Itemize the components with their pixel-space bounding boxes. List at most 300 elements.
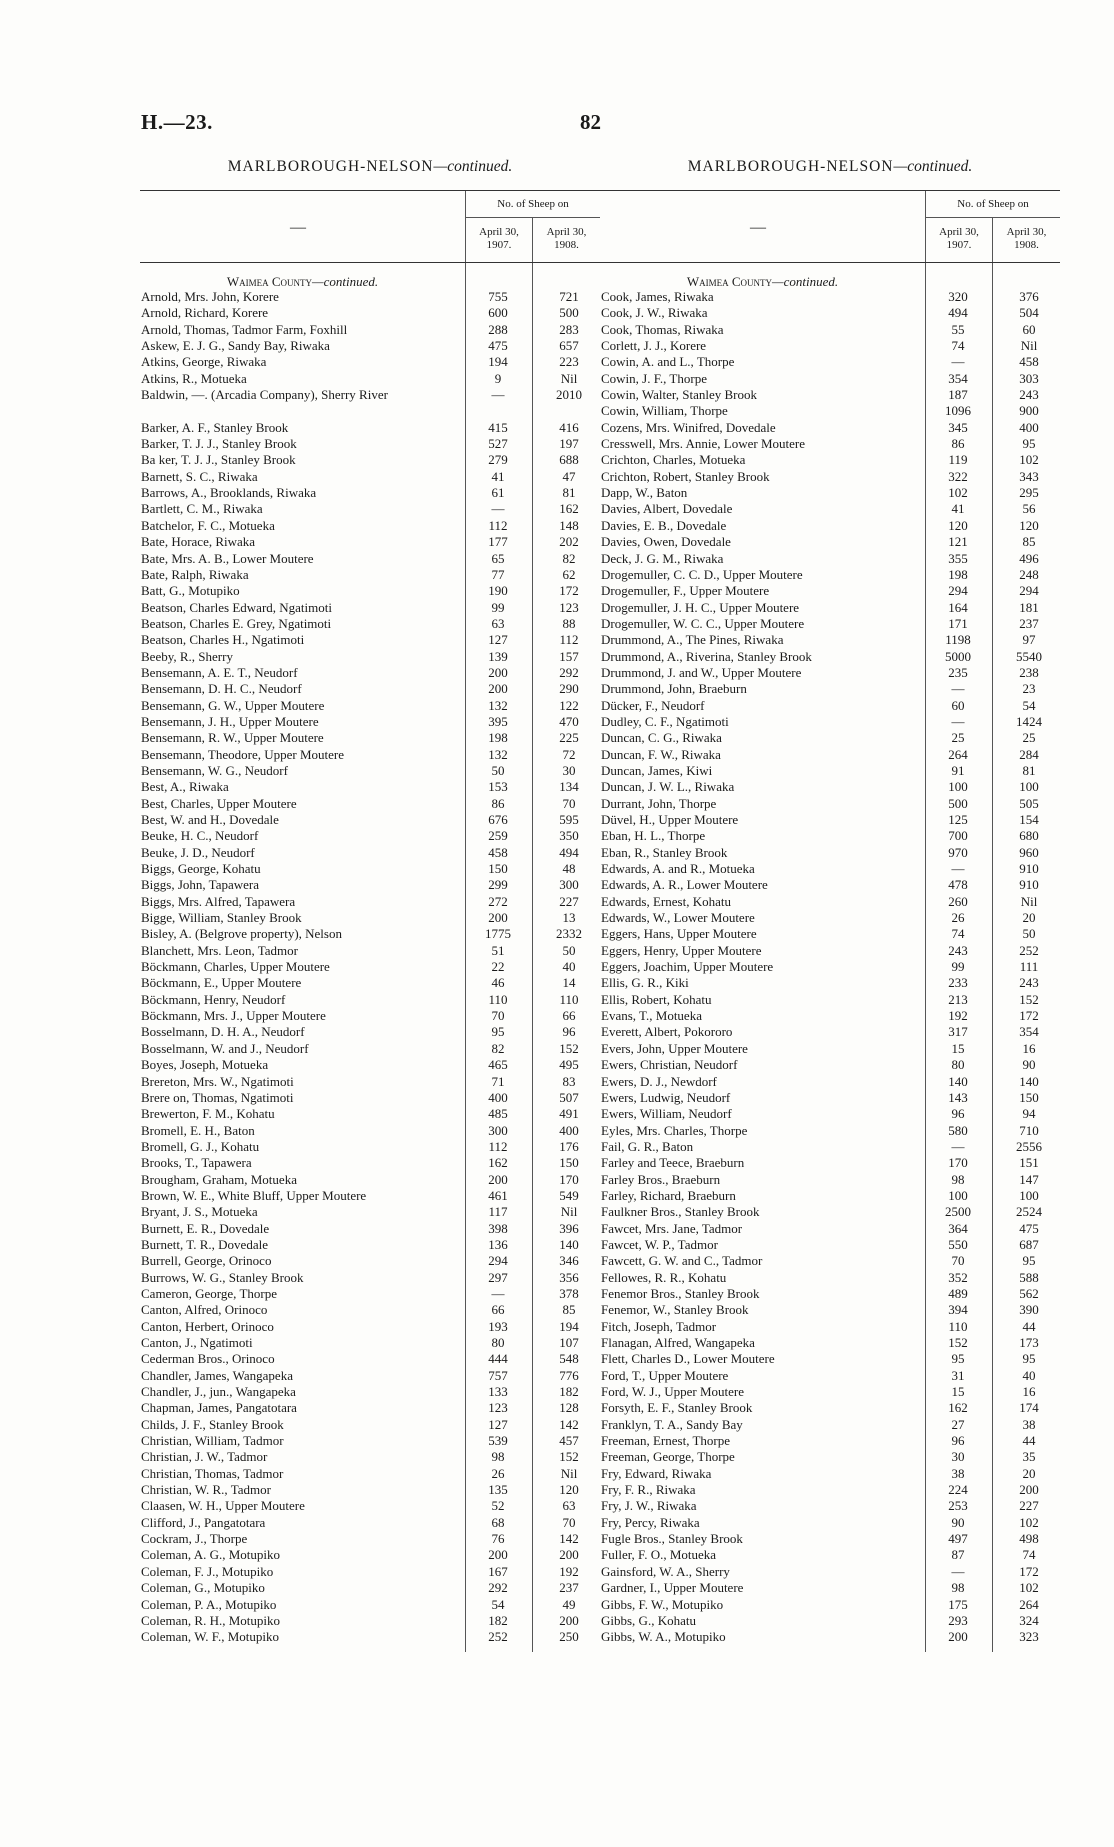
sheep-1907-cell: 91 — [951, 762, 965, 778]
table-row — [600, 1400, 1060, 1416]
sheep-1907-cell: 71 — [491, 1073, 505, 1089]
table-row — [140, 469, 600, 485]
sheep-1908-cell: 63 — [562, 1498, 576, 1514]
sheep-1908-cell: 96 — [562, 1024, 576, 1040]
table-row — [140, 828, 600, 844]
county-suffix: —continued. — [312, 274, 379, 289]
sheep-1907-cell: 259 — [488, 828, 508, 844]
owner-name-cell: Crichton, Robert, Stanley Brook — [601, 468, 770, 484]
sheep-1907-cell: 970 — [948, 844, 968, 860]
table-row — [140, 1237, 600, 1253]
sheep-1907-cell: 279 — [488, 452, 508, 468]
sheep-1907-cell: 27 — [951, 1416, 965, 1432]
owner-name-cell: Brereton, Mrs. W., Ngatimoti — [141, 1073, 294, 1089]
table-row — [140, 779, 600, 795]
sheep-1907-cell: 539 — [488, 1433, 508, 1449]
table-row — [140, 1580, 600, 1596]
sheep-1908-cell: 111 — [1019, 959, 1039, 975]
table-row — [600, 567, 1060, 583]
owner-name-cell: Ford, W. J., Upper Moutere — [601, 1384, 744, 1400]
sheep-1907-cell: 198 — [948, 566, 968, 582]
table-row — [140, 1482, 600, 1498]
sheep-1908-cell: 197 — [559, 436, 579, 452]
sheep-1908-cell: 16 — [1022, 1040, 1036, 1056]
table-row — [140, 1417, 600, 1433]
owner-name-cell: Edwards, Ernest, Kohatu — [601, 893, 731, 909]
table-row — [140, 812, 600, 828]
sheep-1907-cell: 550 — [948, 1236, 968, 1252]
sheep-1908-cell: 62 — [562, 566, 576, 582]
sheep-1907-cell: 187 — [948, 387, 968, 403]
table-row — [140, 1368, 600, 1384]
sheep-1907-cell: 757 — [488, 1367, 508, 1383]
county-subheading — [140, 274, 600, 289]
county-subheading — [600, 274, 1060, 289]
owner-name-cell: Gibbs, G., Kohatu — [601, 1612, 696, 1628]
table-row — [600, 1433, 1060, 1449]
sheep-1908-cell: 300 — [559, 877, 579, 893]
table-row — [600, 959, 1060, 975]
sheep-1908-cell: 549 — [559, 1187, 579, 1203]
sheep-1908-cell: 181 — [1019, 599, 1039, 615]
sheep-1907-cell: 294 — [488, 1253, 508, 1269]
sheep-1907-cell: 110 — [948, 1318, 968, 1334]
sheep-1907-cell: 150 — [488, 861, 508, 877]
table-row — [600, 1155, 1060, 1171]
owner-name-cell: Baldwin, —. (Arcadia Company), Sherry River — [141, 387, 388, 403]
sheep-1907-cell: 99 — [491, 599, 505, 615]
sheep-1908-cell: 710 — [1019, 1122, 1039, 1138]
table-row — [140, 1547, 600, 1563]
table-row — [600, 1368, 1060, 1384]
table-row — [600, 1090, 1060, 1106]
table-row — [600, 1172, 1060, 1188]
sheep-1908-cell: 102 — [1019, 452, 1039, 468]
table-row — [600, 501, 1060, 517]
table-row — [140, 600, 600, 616]
sheep-1907-cell: 2500 — [945, 1204, 971, 1220]
sheep-1907-cell: 200 — [488, 1547, 508, 1563]
owner-name-cell: Durrant, John, Thorpe — [601, 795, 717, 811]
sheep-1908-cell: 378 — [559, 1285, 579, 1301]
owner-name-cell: Fawcett, G. W. and C., Tadmor — [601, 1253, 763, 1269]
sheep-1908-cell: 910 — [1019, 861, 1039, 877]
table-row — [140, 1221, 600, 1237]
table-row — [140, 943, 600, 959]
sheep-1907-cell: 152 — [948, 1335, 968, 1350]
table-row — [140, 714, 600, 730]
owner-name-cell: Evers, John, Upper Moutere — [601, 1040, 748, 1056]
owner-name-cell: Eggers, Joachim, Upper Moutere — [601, 959, 774, 975]
table-row — [140, 992, 600, 1008]
table-row — [140, 926, 600, 942]
owner-name-cell: Arnold, Richard, Korere — [141, 305, 269, 321]
april-1907-header: April 30, 1907. — [465, 217, 532, 262]
sheep-1908-cell: 140 — [559, 1236, 579, 1252]
sheep-1908-cell: 303 — [1019, 370, 1039, 386]
sheep-1907-cell: 700 — [948, 828, 968, 844]
name-column-header: — — [750, 219, 766, 236]
sheep-1908-cell: 123 — [559, 599, 579, 615]
sheep-1907-cell: 171 — [948, 615, 968, 631]
table-header — [600, 191, 1060, 263]
sheep-1908-cell: 140 — [1019, 1073, 1039, 1089]
table-header — [140, 191, 600, 263]
owner-name-cell: Fry, J. W., Riwaka — [601, 1498, 697, 1514]
table-row — [140, 1564, 600, 1580]
sheep-1908-cell: 122 — [559, 697, 579, 713]
table-row — [600, 665, 1060, 681]
sheep-1907-cell: 224 — [948, 1482, 968, 1498]
sheep-1908-cell: 148 — [559, 517, 579, 533]
sheep-1907-cell: 31 — [951, 1367, 965, 1383]
table-row — [140, 1270, 600, 1286]
owner-name-cell: Biggs, Mrs. Alfred, Tapawera — [141, 893, 296, 909]
owner-name-cell: Böckmann, Mrs. J., Upper Moutere — [141, 1008, 326, 1024]
owner-name-cell: Claasen, W. H., Upper Moutere — [141, 1498, 305, 1514]
sheep-1907-cell: 98 — [951, 1171, 965, 1187]
owner-name-cell: Drummond, J. and W., Upper Moutere — [601, 664, 802, 680]
owner-name-cell: Freeman, Ernest, Thorpe — [601, 1433, 730, 1449]
owner-name-cell: Batchelor, F. C., Motueka — [141, 517, 275, 533]
sheep-1908-cell: 157 — [559, 648, 579, 664]
sheep-1907-cell: 162 — [488, 1155, 508, 1171]
table-body — [140, 263, 600, 1652]
owner-name-cell: Ewers, William, Neudorf — [601, 1106, 732, 1122]
table-row — [600, 1106, 1060, 1122]
sheep-1907-cell: 52 — [491, 1498, 505, 1514]
sheep-1907-cell: 1198 — [945, 632, 971, 648]
sheep-1908-cell: 350 — [559, 828, 579, 844]
owner-name-cell: Barker, T. J. J., Stanley Brook — [141, 436, 297, 452]
owner-name-cell: Bate, Mrs. A. B., Lower Moutere — [141, 550, 314, 566]
sheep-1907-cell: 80 — [491, 1335, 505, 1350]
sheep-1907-cell: 139 — [488, 648, 508, 664]
sheep-1908-cell: 284 — [1019, 746, 1039, 762]
owner-name-cell: Farley and Teece, Braeburn — [601, 1155, 745, 1171]
owner-name-cell: Brooks, T., Tapawera — [141, 1155, 252, 1171]
table-row — [140, 1384, 600, 1400]
sheep-1907-cell: 461 — [488, 1187, 508, 1203]
table-row — [140, 1498, 600, 1514]
sheep-1907-cell: 478 — [948, 877, 968, 893]
table-row — [600, 1286, 1060, 1302]
sheep-1907-cell: 458 — [488, 844, 508, 860]
page-number: 82 — [580, 110, 601, 134]
owner-name-cell: Beatson, Charles E. Grey, Ngatimoti — [141, 615, 332, 631]
sheep-1907-cell: 26 — [491, 1465, 505, 1481]
sheep-1908-cell: 687 — [1019, 1236, 1039, 1252]
owner-name-cell: Coleman, W. F., Motupiko — [141, 1629, 279, 1645]
sheep-1908-cell: 396 — [559, 1220, 579, 1236]
sheep-1908-cell: 960 — [1019, 844, 1039, 860]
sheep-1907-cell: 98 — [491, 1449, 505, 1465]
owner-name-cell: Best, Charles, Upper Moutere — [141, 795, 297, 811]
sheep-1907-cell: 100 — [948, 1187, 968, 1203]
table-row — [140, 1466, 600, 1482]
table-row — [140, 1515, 600, 1531]
owner-name-cell: Ellis, G. R., Kiki — [601, 975, 689, 991]
table-row — [140, 354, 600, 370]
sheep-1907-cell: 1096 — [945, 403, 971, 419]
sheep-1908-cell: 243 — [1019, 387, 1039, 403]
sheep-1908-cell: 494 — [559, 844, 579, 860]
sheep-1907-cell: 395 — [488, 713, 508, 729]
sheep-1907-cell: — — [951, 713, 965, 729]
april-1908-header: April 30, 1908. — [992, 217, 1060, 262]
sheep-1907-cell: 127 — [488, 632, 508, 648]
owner-name-cell: Corlett, J. J., Korere — [601, 338, 707, 354]
owner-name-cell: Brougham, Graham, Motueka — [141, 1171, 297, 1187]
owner-name-cell: Gibbs, F. W., Motupiko — [601, 1596, 724, 1612]
table-row — [140, 1531, 600, 1547]
sheep-1907-cell: 25 — [951, 730, 965, 746]
owner-name-cell: Davies, Albert, Dovedale — [601, 501, 733, 517]
owner-name-cell: Coleman, A. G., Motupiko — [141, 1547, 281, 1563]
owner-name-cell: Dudley, C. F., Ngatimoti — [601, 713, 729, 729]
table-row — [600, 1417, 1060, 1433]
owner-name-cell: Fuller, F. O., Motueka — [601, 1547, 717, 1563]
sheep-1907-cell: 136 — [488, 1236, 508, 1252]
owner-name-cell: Atkins, George, Riwaka — [141, 354, 267, 370]
table-row — [600, 632, 1060, 648]
sheep-1908-cell: 688 — [559, 452, 579, 468]
table-row — [140, 1302, 600, 1318]
sheep-count-group-header: No. of Sheep on — [925, 191, 1060, 218]
sheep-1907-cell: 127 — [488, 1416, 508, 1432]
table-row — [140, 1155, 600, 1171]
sheep-1907-cell: 86 — [951, 436, 965, 452]
owner-name-cell: Crichton, Charles, Motueka — [601, 452, 746, 468]
table-row — [600, 1629, 1060, 1645]
sheep-1907-cell: 96 — [951, 1106, 965, 1122]
owner-name-cell: Farley Bros., Braeburn — [601, 1171, 721, 1187]
sheep-1908-cell: 88 — [562, 615, 576, 631]
table-row — [140, 583, 600, 599]
sheep-1907-cell: 66 — [491, 1302, 505, 1318]
owner-name-cell: Canton, Alfred, Orinoco — [141, 1302, 268, 1318]
table-row — [600, 616, 1060, 632]
sheep-1907-cell: 15 — [951, 1384, 965, 1400]
sheep-1907-cell: 99 — [951, 959, 965, 975]
sheep-1908-cell: 95 — [1022, 1351, 1036, 1367]
table-row — [600, 1482, 1060, 1498]
owner-name-cell: Gibbs, W. A., Motupiko — [601, 1629, 726, 1645]
sheep-1908-cell: 162 — [559, 501, 579, 517]
owner-name-cell: Dapp, W., Baton — [601, 485, 688, 501]
table-row — [140, 452, 600, 468]
table-row — [600, 583, 1060, 599]
sheep-1907-cell: 198 — [488, 730, 508, 746]
sheep-1907-cell: 354 — [948, 370, 968, 386]
table-row — [140, 567, 600, 583]
sheep-1908-cell: 194 — [559, 1318, 579, 1334]
sheep-1907-cell: 213 — [948, 991, 968, 1007]
table-row — [600, 436, 1060, 452]
owner-name-cell: Cowin, William, Thorpe — [601, 403, 728, 419]
sheep-1908-cell: 496 — [1019, 550, 1039, 566]
owner-name-cell: Bensemann, J. H., Upper Moutere — [141, 713, 319, 729]
table-row — [600, 992, 1060, 1008]
table-row — [600, 1139, 1060, 1155]
sheep-1908-cell: 85 — [1022, 534, 1036, 550]
sheep-1908-cell: 60 — [1022, 321, 1036, 337]
owner-name-cell: Franklyn, T. A., Sandy Bay — [601, 1416, 743, 1432]
owner-name-cell: Beatson, Charles H., Ngatimoti — [141, 632, 305, 648]
sheep-1908-cell: 248 — [1019, 566, 1039, 582]
sheep-1908-cell: 680 — [1019, 828, 1039, 844]
table-row — [600, 1564, 1060, 1580]
sheep-1908-cell: 491 — [559, 1106, 579, 1122]
owner-name-cell: Duncan, F. W., Riwaka — [601, 746, 721, 762]
sheep-1907-cell: 68 — [491, 1514, 505, 1530]
sheep-1907-cell: 87 — [951, 1547, 965, 1563]
owner-name-cell: Fry, F. R., Riwaka — [601, 1482, 696, 1498]
april-1908-header: April 30, 1908. — [532, 217, 600, 262]
sheep-1908-cell: 25 — [1022, 730, 1036, 746]
sheep-1908-cell: 225 — [559, 730, 579, 746]
county-name: Waimea County — [686, 274, 773, 289]
sheep-1908-cell: 72 — [562, 746, 576, 762]
sheep-1907-cell: 494 — [948, 305, 968, 321]
sheep-1907-cell: — — [491, 501, 505, 517]
sheep-1907-cell: 200 — [488, 681, 508, 697]
sheep-1907-cell: 317 — [948, 1024, 968, 1040]
sheep-1908-cell: 588 — [1019, 1269, 1039, 1285]
sheep-1908-cell: 343 — [1019, 468, 1039, 484]
table-row — [600, 289, 1060, 305]
table-row — [140, 1074, 600, 1090]
sheep-1907-cell: 193 — [488, 1318, 508, 1334]
owner-name-cell: Bensemann, A. E. T., Neudorf — [141, 664, 298, 680]
sheep-1908-cell: 562 — [1019, 1285, 1039, 1301]
owner-name-cell: Böckmann, E., Upper Moutere — [141, 975, 302, 991]
table-row — [140, 959, 600, 975]
sheep-1907-cell: 755 — [488, 289, 508, 304]
sheep-1907-cell: 489 — [948, 1285, 968, 1301]
owner-name-cell: Barnett, S. C., Riwaka — [141, 468, 258, 484]
sheep-1907-cell: — — [491, 1285, 505, 1301]
sheep-1907-cell: 497 — [948, 1531, 968, 1547]
owner-name-cell: Ba ker, T. J. J., Stanley Brook — [141, 452, 296, 468]
sheep-1907-cell: 117 — [488, 1204, 508, 1220]
sheep-1908-cell: 227 — [559, 893, 579, 909]
sheep-1907-cell: 46 — [491, 975, 505, 991]
sheep-1907-cell: 119 — [948, 452, 968, 468]
sheep-1908-cell: 173 — [1019, 1335, 1039, 1350]
sheep-1908-cell: 95 — [1022, 436, 1036, 452]
owner-name-cell: Fugle Bros., Stanley Brook — [601, 1531, 743, 1547]
sheep-1907-cell: 123 — [488, 1400, 508, 1416]
owner-name-cell: Cresswell, Mrs. Annie, Lower Moutere — [601, 436, 805, 452]
sheep-1907-cell: 51 — [491, 942, 505, 958]
sheep-1908-cell: 470 — [559, 713, 579, 729]
table-row — [600, 779, 1060, 795]
sheep-1908-cell: 390 — [1019, 1302, 1039, 1318]
table-row — [140, 632, 600, 648]
sheep-1908-cell: 400 — [559, 1122, 579, 1138]
sheep-1908-cell: 152 — [559, 1040, 579, 1056]
owner-name-cell: Ellis, Robert, Kohatu — [601, 991, 712, 1007]
owner-name-cell: Askew, E. J. G., Sandy Bay, Riwaka — [141, 338, 330, 354]
april-1907-header: April 30, 1907. — [925, 217, 992, 262]
owner-name-cell: Bate, Ralph, Riwaka — [141, 566, 249, 582]
sheep-1907-cell: — — [951, 354, 965, 370]
sheep-1907-cell: 102 — [948, 485, 968, 501]
owner-name-cell: Boyes, Joseph, Motueka — [141, 1057, 269, 1073]
sheep-1908-cell: 81 — [1022, 762, 1036, 778]
sheep-1908-cell: 50 — [1022, 926, 1036, 942]
sheep-1907-cell: 9 — [494, 370, 502, 386]
table-row — [600, 485, 1060, 501]
sheep-1908-cell: 223 — [559, 354, 579, 370]
table-row — [600, 1466, 1060, 1482]
table-row — [140, 1057, 600, 1073]
sheep-1907-cell: 288 — [488, 321, 508, 337]
sheep-table — [600, 190, 1060, 1652]
table-row — [140, 1286, 600, 1302]
sheep-1908-cell: 70 — [562, 795, 576, 811]
owner-name-cell: Bosselmann, D. H. A., Neudorf — [141, 1024, 305, 1040]
owner-name-cell: Fenemor Bros., Stanley Brook — [601, 1285, 760, 1301]
sheep-1908-cell: 910 — [1019, 877, 1039, 893]
sheep-1908-cell: 295 — [1019, 485, 1039, 501]
owner-name-cell: Bate, Horace, Riwaka — [141, 534, 256, 550]
sheep-1907-cell: 600 — [488, 305, 508, 321]
sheep-1908-cell: 400 — [1019, 419, 1039, 435]
table-row — [600, 1024, 1060, 1040]
sheep-1908-cell: Nil — [560, 1204, 578, 1220]
sheep-1908-cell: 95 — [1022, 1253, 1036, 1269]
table-row — [600, 1008, 1060, 1024]
sheep-1908-cell: 14 — [562, 975, 576, 991]
sheep-count-group-header: No. of Sheep on — [465, 191, 600, 218]
sheep-1908-cell: 170 — [559, 1171, 579, 1187]
sheep-1907-cell: 200 — [488, 664, 508, 680]
table-row — [600, 910, 1060, 926]
table-row — [600, 1597, 1060, 1613]
sheep-1907-cell: 50 — [491, 762, 505, 778]
sheep-1908-cell: 264 — [1019, 1596, 1039, 1612]
owner-name-cell: Edwards, A. and R., Motueka — [601, 861, 755, 877]
owner-name-cell: Bigge, William, Stanley Brook — [141, 910, 302, 926]
table-row — [600, 894, 1060, 910]
county-suffix: —continued. — [772, 274, 839, 289]
document-code: H.—23. — [141, 110, 213, 134]
table-row — [140, 1629, 600, 1645]
owner-name-cell: Bosselmann, W. and J., Neudorf — [141, 1040, 309, 1056]
sheep-1908-cell: 192 — [559, 1563, 579, 1579]
sheep-1908-cell: 151 — [1019, 1155, 1039, 1171]
owner-name-cell: Davies, E. B., Dovedale — [601, 517, 727, 533]
table-row — [140, 518, 600, 534]
table-row — [140, 1204, 600, 1220]
owner-name-cell: Evans, T., Motueka — [601, 1008, 702, 1024]
sheep-1908-cell: 120 — [559, 1482, 579, 1498]
table-row — [140, 649, 600, 665]
sheep-1907-cell: 299 — [488, 877, 508, 893]
sheep-1908-cell: 147 — [1019, 1171, 1039, 1187]
sheep-1907-cell: 500 — [948, 795, 968, 811]
sheep-1907-cell: 96 — [951, 1433, 965, 1449]
sheep-1908-cell: 150 — [559, 1155, 579, 1171]
sheep-1908-cell: 657 — [559, 338, 579, 354]
sheep-1908-cell: 94 — [1022, 1106, 1036, 1122]
sheep-1907-cell: 74 — [951, 926, 965, 942]
sheep-1908-cell: 252 — [1019, 942, 1039, 958]
owner-name-cell: Bensemann, G. W., Upper Moutere — [141, 697, 325, 713]
sheep-table — [140, 190, 600, 1652]
